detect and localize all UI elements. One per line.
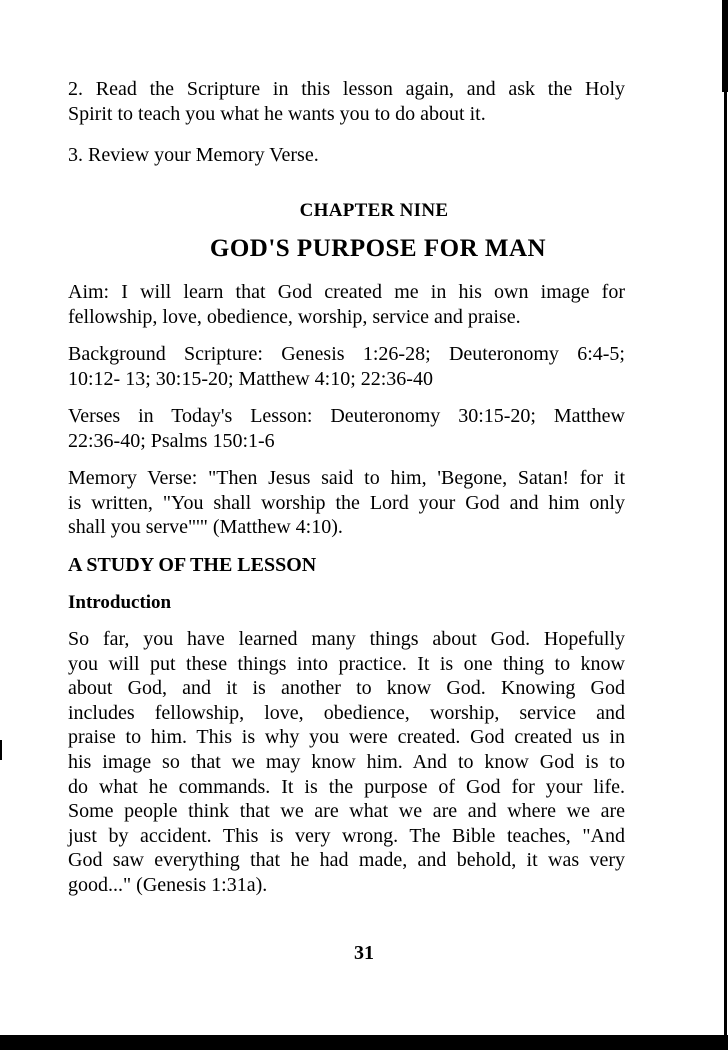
text-line: just by accident. This is very wrong. The Bible teaches, "And [68, 824, 625, 847]
text-line: Memory Verse: "Then Jesus said to him, 'Begone, Satan! for it [68, 467, 625, 489]
text-line: includes fellowship, love, obedience, worship, service and [68, 701, 625, 724]
text-line: shall you serve"'" (Matthew 4:10). [68, 516, 343, 539]
text-line: about God, and it is another to know God. Knowing God [68, 677, 625, 700]
section-heading: A STUDY OF THE LESSON [68, 554, 317, 576]
text-line: Verses in Today's Lesson: Deuteronomy 30:15-20; Matthew [68, 405, 625, 427]
text-line: 2. Read the Scripture in this lesson again, and ask the Holy [68, 78, 625, 100]
verses-in-lesson [68, 404, 625, 453]
scan-edge-right [724, 0, 727, 1035]
text-line: Background Scripture: Genesis 1:26-28; Deuteronomy 6:4-5; [68, 343, 625, 365]
text-line: 22:36-40; Psalms 150:1-6 [68, 429, 275, 452]
study-heading [68, 553, 625, 578]
text-line: Spirit to teach you what he wants you to do about it. [68, 102, 486, 125]
subsection-heading: Introduction [68, 592, 172, 613]
text-line: 10:12- 13; 30:15-20; Matthew 4:10; 22:36-40 [68, 367, 433, 390]
text-line: 3. Review your Memory Verse. [68, 144, 319, 166]
intro-paragraph [68, 627, 625, 898]
intro-heading [68, 591, 625, 616]
aim [68, 280, 625, 329]
background-scripture [68, 342, 625, 391]
text-line: is written, "You shall worship the Lord your God and him only [68, 491, 625, 514]
text-line: Aim: I will learn that God created me in his own image for [68, 281, 625, 303]
chapter-title: GOD'S PURPOSE FOR MAN [209, 235, 547, 262]
text-line: God saw everything that he had made, and behold, it was very [68, 849, 625, 872]
text-line: his image so that we may know him. And to know God is to [68, 750, 625, 773]
scan-mark-left [0, 740, 2, 760]
chapter-label: CHAPTER NINE [299, 200, 449, 221]
step-3 [68, 143, 625, 168]
memory-verse [68, 466, 625, 540]
text-line: So far, you have learned many things about God. Hopefully [68, 628, 625, 650]
text-line: good..." (Genesis 1:31a). [68, 873, 268, 896]
text-line: you will put these things into practice. It is one thing to know [68, 652, 625, 675]
scan-edge-bottom [0, 1035, 728, 1050]
text-line: praise to him. This is why you were created. God created us in [68, 726, 625, 749]
page-number: 31 [354, 942, 374, 964]
step-2 [68, 77, 625, 126]
text-line: do what he commands. It is the purpose of God for your life. [68, 775, 625, 798]
text-line: Some people think that we are what we are and where we are [68, 800, 625, 823]
text-line: fellowship, love, obedience, worship, service and praise. [68, 305, 521, 328]
